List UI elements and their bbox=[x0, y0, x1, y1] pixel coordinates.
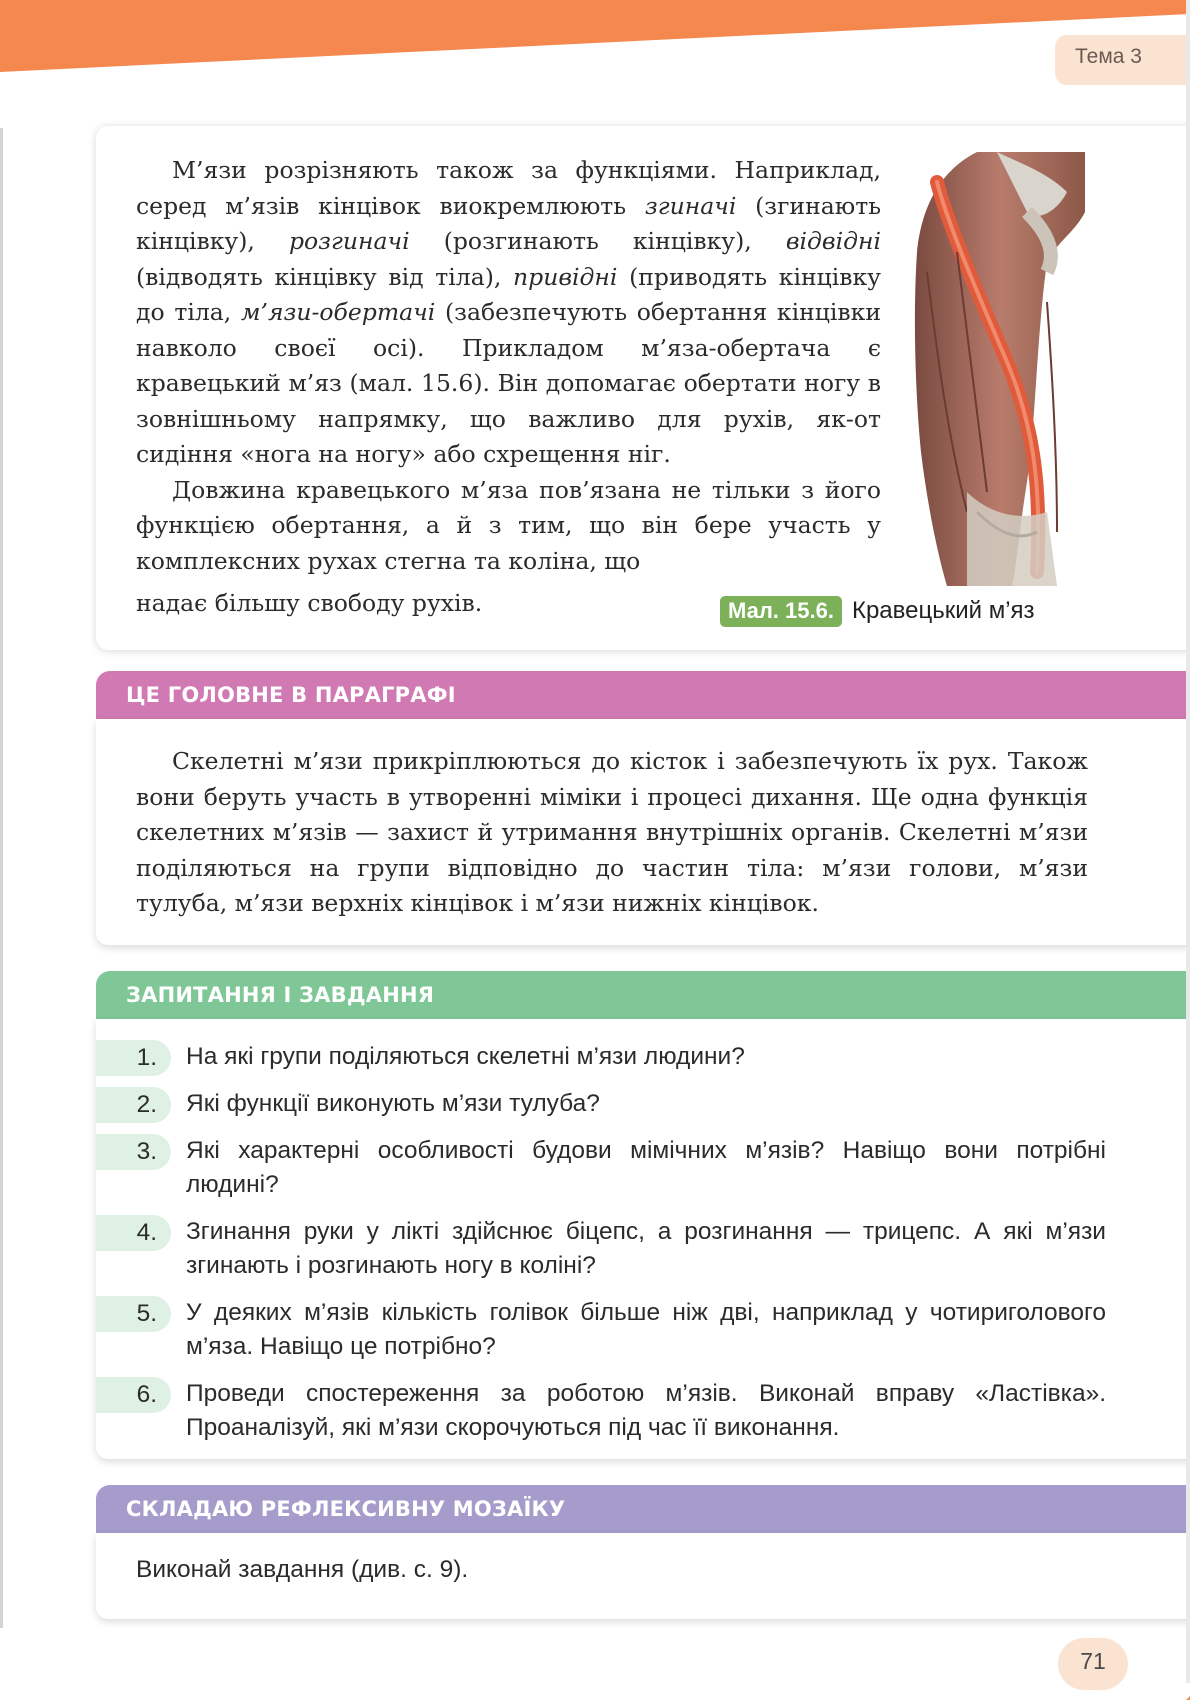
top-orange-band bbox=[0, 0, 1190, 78]
italic-term: розгиначі bbox=[288, 227, 410, 255]
question-number: 6. bbox=[96, 1377, 171, 1413]
italic-term: відвідні bbox=[785, 227, 881, 255]
question-number: 5. bbox=[96, 1296, 171, 1332]
question-text: Які характерні особливості будови мімічних м’язів? Навіщо вони потрібні людині? bbox=[186, 1137, 1106, 1198]
question-item bbox=[96, 1377, 1106, 1445]
text-run: М’язи розрізняють також за функціями. Наприклад, серед м’язів кінцівок виокремлюють bbox=[136, 156, 881, 220]
text-run: (забезпечують обертання кінцівки навколо своєї осі). Прикладом м’яза-обертача є кравецький м’яз (мал. 15.6). Він допомагає обертати ногу в зовнішньому напрямку, що важливо для рухів, як-от сидіння «нога на ногу» або схрещення ніг. bbox=[136, 298, 881, 468]
text-run: (розгинають кінцівку), bbox=[409, 227, 786, 255]
figure-tag: Мал. 15.6. bbox=[720, 596, 842, 627]
reflexive-header: СКЛАДАЮ РЕФЛЕКСИВНУ МОЗАЇКУ bbox=[96, 1485, 1190, 1533]
question-text: Які функції виконують м’язи тулуба? bbox=[186, 1090, 600, 1117]
italic-term: м’язи-обертачі bbox=[241, 298, 436, 326]
question-text: На які групи поділяються скелетні м’язи людини? bbox=[186, 1043, 745, 1070]
text-run: (згинають кінцівку), bbox=[136, 191, 882, 255]
question-number: 2. bbox=[96, 1087, 171, 1123]
question-number: 3. bbox=[96, 1134, 171, 1170]
page-edge bbox=[1186, 0, 1190, 1683]
question-item bbox=[96, 1215, 1106, 1283]
question-item bbox=[96, 1134, 1106, 1202]
intro-paragraph-2: Довжина кравецького м’яза пов’язана не тільки з його функцією обертання, а й з тим, що він бере участь у комплексних рухах стегна та коліна, що bbox=[136, 475, 881, 575]
question-text: Згинання руки у лікті здійснює біцепс, а розгинання — трицепс. А які м’язи згинають і розгинають ногу в коліні? bbox=[186, 1218, 1106, 1279]
theme-label: Тема 3 bbox=[1055, 35, 1190, 85]
question-item bbox=[96, 1087, 1106, 1121]
text-run: (приводять кінцівку до тіла, bbox=[136, 262, 881, 326]
summary-text bbox=[136, 744, 1088, 922]
figure-caption-text: Кравецький м’яз bbox=[851, 597, 1035, 624]
summary-paragraph: Скелетні м’язи прикріплюються до кісток і забезпечують їх рух. Також вони беруть участь в утворенні міміки і процесі дихання. Ще одна функція скелетних м’язів — захист й утримання внутрішніх органів. Скелетні м’язи поділяються на групи відповідно до частин тіла: м’язи голови, м’язи тулуба, м’язи верхніх кінцівок і м’язи нижніх кінцівок. bbox=[136, 747, 1088, 917]
question-text: Проведи спостереження за роботою м’язів. Виконай вправу «Ластівка». Проаналізуй, які м’язи скорочуються під час її виконання. bbox=[186, 1380, 1106, 1441]
question-number: 1. bbox=[96, 1040, 171, 1076]
figure-caption bbox=[720, 596, 1035, 627]
italic-term: привідні bbox=[513, 262, 618, 291]
questions-list bbox=[96, 1040, 1106, 1458]
sartorius-muscle-illustration bbox=[907, 152, 1085, 586]
intro-paragraph-1 bbox=[136, 153, 881, 473]
italic-term: згиначі bbox=[644, 191, 737, 220]
questions-header: ЗАПИТАННЯ І ЗАВДАННЯ bbox=[96, 971, 1190, 1019]
reflexive-text: Виконай завдання (див. с. 9). bbox=[136, 1556, 469, 1583]
question-text: У деяких м’язів кількість голівок більше ніж дві, наприклад у чотириголового м’яза. Навіщо це потрібно? bbox=[186, 1299, 1106, 1360]
intro-paragraph-2-end: надає більшу свободу рухів. bbox=[136, 589, 483, 617]
corner-orange-stripe bbox=[1150, 1640, 1190, 1700]
question-number: 4. bbox=[96, 1215, 171, 1251]
page-number: 71 bbox=[1058, 1638, 1128, 1690]
question-item bbox=[96, 1296, 1106, 1364]
intro-text bbox=[136, 153, 881, 579]
question-item bbox=[96, 1040, 1106, 1074]
summary-header: ЦЕ ГОЛОВНЕ В ПАРАГРАФІ bbox=[96, 671, 1190, 719]
left-margin-rule bbox=[0, 128, 3, 1628]
text-run: (відводять кінцівку від тіла), bbox=[136, 262, 514, 291]
